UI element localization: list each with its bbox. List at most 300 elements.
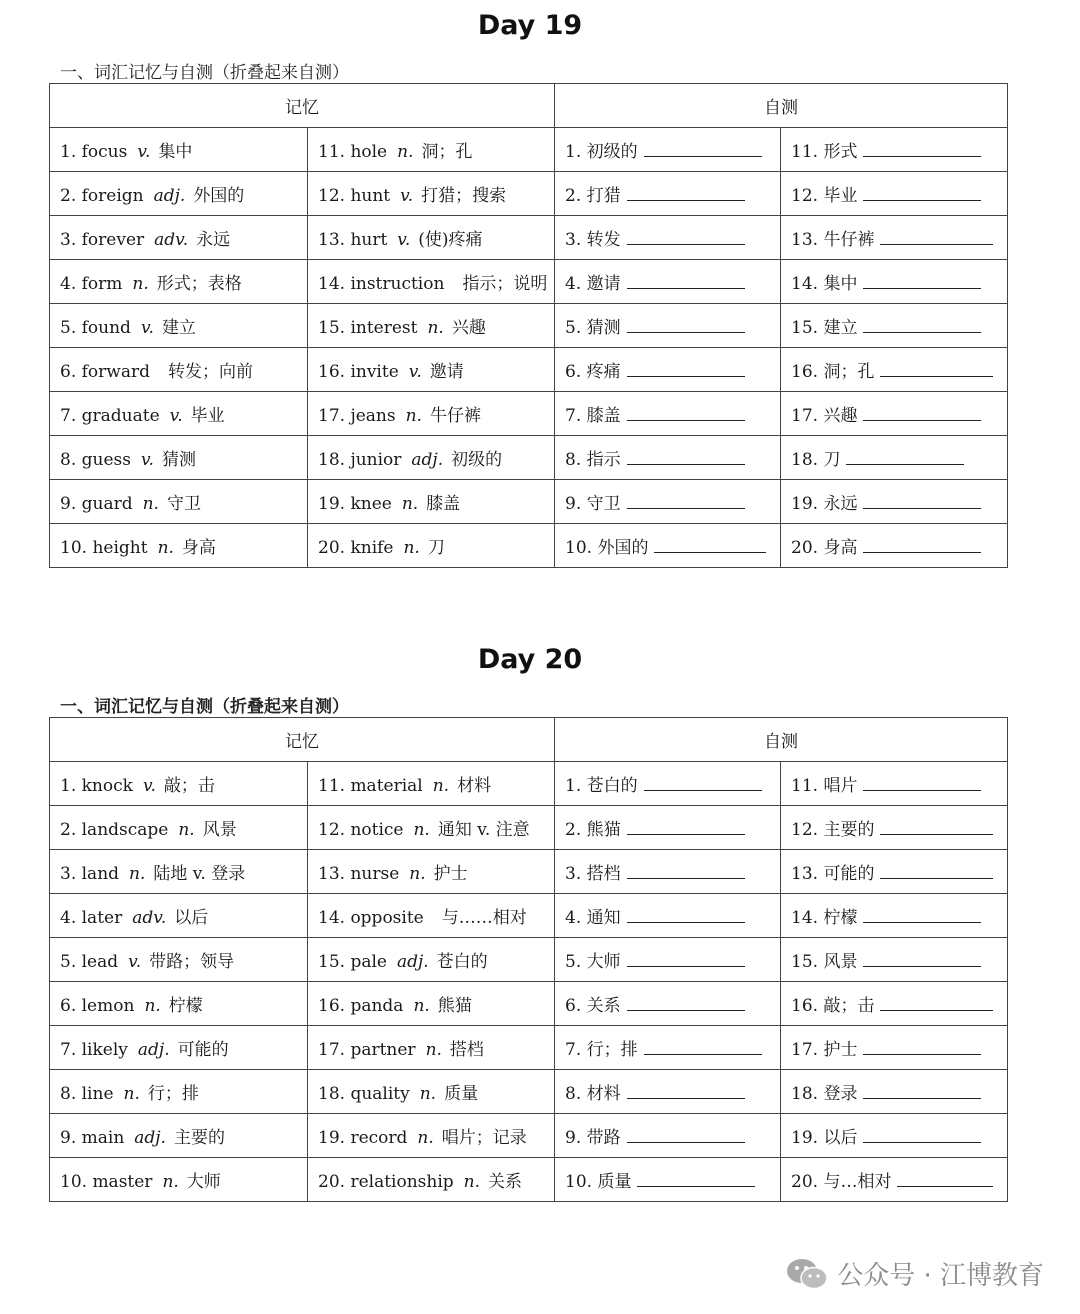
self-test-cell [555, 304, 781, 348]
vocab-meaning: 熊猫 [437, 996, 472, 1016]
part-of-speech: n. [401, 494, 419, 514]
part-of-speech: adj. [411, 450, 444, 470]
part-of-speech: n. [425, 1040, 442, 1060]
memory-cell [308, 304, 555, 348]
answer-blank[interactable] [880, 996, 993, 1011]
self-test-cell [555, 392, 781, 436]
self-test-prompt: 10. 外国的 [565, 538, 649, 558]
part-of-speech: n. [178, 820, 195, 840]
vocab-meaning: 大师 [186, 1172, 221, 1192]
table-row [50, 806, 1008, 850]
vocab-meaning: 猜测 [161, 450, 196, 470]
vocab-meaning: 与……相对 [441, 908, 527, 928]
vocab-word: 12. notice [318, 820, 404, 840]
vocab-meaning: 牛仔裤 [429, 406, 481, 426]
table-row [50, 392, 1008, 436]
self-test-prompt: 2. 熊猫 [565, 820, 621, 840]
self-test-cell [555, 1026, 781, 1070]
vocab-word: 10. height [60, 538, 148, 558]
self-test-prompt: 12. 毕业 [791, 186, 858, 206]
self-test-prompt: 19. 永远 [791, 494, 858, 514]
answer-blank[interactable] [863, 274, 981, 289]
vocab-word: 18. junior [318, 450, 402, 470]
self-test-prompt: 16. 敲；击 [791, 996, 875, 1016]
vocab-meaning: 守卫 [166, 494, 201, 514]
self-test-cell [781, 1070, 1008, 1114]
vocab-meaning: 带路；领导 [149, 952, 235, 972]
memory-cell [308, 850, 555, 894]
memory-cell [308, 938, 555, 982]
part-of-speech: n. [403, 538, 420, 558]
self-test-prompt: 17. 护士 [791, 1040, 858, 1060]
memory-cell [50, 436, 308, 480]
vocab-meaning: 打猎；搜索 [421, 186, 507, 206]
self-test-prompt: 8. 指示 [565, 450, 621, 470]
part-of-speech: n. [144, 996, 161, 1016]
vocab-meaning: 膝盖 [426, 494, 461, 514]
vocab-meaning: 转发；向前 [167, 362, 253, 382]
answer-blank[interactable] [627, 186, 745, 201]
answer-blank[interactable] [863, 318, 981, 333]
part-of-speech: n. [123, 1084, 140, 1104]
memory-cell [308, 1158, 555, 1202]
part-of-speech: n. [162, 1172, 179, 1192]
vocab-meaning: 建立 [161, 318, 196, 338]
vocab-word: 7. likely [60, 1040, 128, 1060]
part-of-speech: n. [397, 142, 414, 162]
part-of-speech: n. [413, 996, 430, 1016]
memory-cell [50, 1070, 308, 1114]
memory-cell [308, 1070, 555, 1114]
self-test-prompt: 7. 膝盖 [565, 406, 621, 426]
part-of-speech: n. [129, 864, 146, 884]
vocab-table-day19 [49, 83, 1008, 568]
self-test-prompt: 13. 可能的 [791, 864, 875, 884]
vocab-word: 16. invite [318, 362, 399, 382]
answer-blank[interactable] [863, 1128, 981, 1143]
vocab-word: 19. knee [318, 494, 392, 514]
self-test-prompt: 5. 大师 [565, 952, 621, 972]
self-test-prompt: 15. 建立 [791, 318, 858, 338]
answer-blank[interactable] [863, 186, 981, 201]
part-of-speech: v. [128, 952, 142, 972]
answer-blank[interactable] [863, 776, 981, 791]
table-row [50, 982, 1008, 1026]
vocab-meaning: 洞；孔 [421, 142, 473, 162]
footer-watermark [785, 1255, 1044, 1292]
table-row [50, 128, 1008, 172]
self-test-cell [781, 304, 1008, 348]
part-of-speech: n. [157, 538, 174, 558]
vocab-word: 20. relationship [318, 1172, 454, 1192]
part-of-speech: v. [137, 142, 151, 162]
self-test-cell [555, 348, 781, 392]
self-test-cell [781, 524, 1008, 568]
memory-cell [50, 938, 308, 982]
part-of-speech: adj. [134, 1128, 166, 1148]
part-of-speech: v. [397, 230, 411, 250]
wechat-icon [785, 1256, 829, 1292]
part-of-speech: adj. [153, 186, 186, 206]
part-of-speech: v. [140, 318, 154, 338]
answer-blank[interactable] [627, 362, 745, 377]
part-of-speech: adv. [154, 230, 189, 250]
table-row [50, 1070, 1008, 1114]
part-of-speech: v. [142, 776, 156, 796]
day-title: Day 19 [477, 10, 583, 41]
self-test-prompt: 9. 带路 [565, 1128, 621, 1148]
answer-blank[interactable] [627, 230, 745, 245]
part-of-speech: adj. [137, 1040, 170, 1060]
self-test-prompt: 3. 转发 [565, 230, 621, 250]
memory-cell [50, 304, 308, 348]
answer-blank[interactable] [863, 538, 981, 553]
answer-blank[interactable] [627, 1084, 745, 1099]
answer-blank[interactable] [863, 908, 981, 923]
part-of-speech: v. [140, 450, 154, 470]
vocab-word: 20. knife [318, 538, 394, 558]
self-test-prompt: 10. 质量 [565, 1172, 632, 1192]
memory-header: 记忆 [50, 84, 555, 128]
vocab-meaning: 主要的 [173, 1128, 225, 1148]
answer-blank[interactable] [880, 362, 993, 377]
vocab-word: 5. found [60, 318, 131, 338]
vocab-meaning: 搭档 [449, 1040, 484, 1060]
vocab-word: 3. land [60, 864, 120, 884]
vocab-word: 11. hole [318, 142, 388, 162]
vocab-meaning: 陆地 v. 登录 [153, 864, 246, 884]
memory-cell [308, 436, 555, 480]
memory-cell [308, 480, 555, 524]
self-test-cell [555, 762, 781, 806]
answer-blank[interactable] [863, 952, 981, 967]
section-title: 一、词汇记忆与自测（折叠起来自测） [60, 63, 349, 83]
self-test-cell [555, 1158, 781, 1202]
vocab-word: 10. master [60, 1172, 153, 1192]
table-row [50, 1026, 1008, 1070]
vocab-word: 9. main [60, 1128, 125, 1148]
vocab-word: 17. partner [318, 1040, 416, 1060]
self-test-cell [555, 480, 781, 524]
part-of-speech: n. [417, 1128, 434, 1148]
self-test-cell [781, 128, 1008, 172]
memory-cell [308, 1026, 555, 1070]
vocab-word: 13. nurse [318, 864, 400, 884]
self-test-prompt: 7. 行；排 [565, 1040, 638, 1060]
self-test-prompt: 9. 守卫 [565, 494, 621, 514]
self-test-cell [555, 436, 781, 480]
memory-cell [308, 172, 555, 216]
memory-cell [50, 128, 308, 172]
self-test-cell [555, 1070, 781, 1114]
self-test-prompt: 5. 猜测 [565, 318, 621, 338]
answer-blank[interactable] [627, 996, 745, 1011]
vocab-meaning: 护士 [433, 864, 468, 884]
memory-header: 记忆 [50, 718, 555, 762]
memory-cell [50, 850, 308, 894]
vocab-meaning: 永远 [196, 230, 231, 250]
memory-cell [50, 1026, 308, 1070]
vocab-meaning: 初级的 [451, 450, 503, 470]
self-test-cell [555, 216, 781, 260]
self-test-prompt: 1. 苍白的 [565, 776, 638, 796]
answer-blank[interactable] [846, 450, 964, 465]
memory-cell [308, 894, 555, 938]
self-test-prompt: 4. 邀请 [565, 274, 621, 294]
vocab-meaning: 以后 [174, 908, 209, 928]
vocab-word: 15. pale [318, 952, 387, 972]
self-test-cell [781, 806, 1008, 850]
vocab-meaning: 刀 [427, 538, 445, 558]
answer-blank[interactable] [644, 142, 762, 157]
vocab-word: 4. later [60, 908, 123, 928]
vocab-meaning: 关系 [488, 1172, 523, 1192]
table-row [50, 348, 1008, 392]
self-test-prompt: 11. 形式 [791, 142, 858, 162]
answer-blank[interactable] [627, 318, 745, 333]
vocab-meaning: 邀请 [429, 362, 464, 382]
answer-blank[interactable] [863, 1084, 981, 1099]
answer-blank[interactable] [627, 908, 745, 923]
answer-blank[interactable] [897, 1172, 993, 1187]
self-test-prompt: 14. 柠檬 [791, 908, 858, 928]
self-test-cell [781, 1158, 1008, 1202]
self-test-prompt: 20. 身高 [791, 538, 858, 558]
vocab-word: 14. instruction [318, 274, 445, 294]
table-row [50, 216, 1008, 260]
self-test-cell [781, 1114, 1008, 1158]
answer-blank[interactable] [644, 1040, 762, 1055]
vocab-meaning: 质量 [444, 1084, 479, 1104]
vocab-meaning: 材料 [457, 776, 492, 796]
self-test-cell [781, 982, 1008, 1026]
table-row [50, 304, 1008, 348]
memory-cell [50, 982, 308, 1026]
memory-cell [50, 216, 308, 260]
answer-blank[interactable] [863, 1040, 981, 1055]
self-test-prompt: 19. 以后 [791, 1128, 858, 1148]
vocab-meaning: 可能的 [177, 1040, 229, 1060]
self-test-cell [781, 894, 1008, 938]
memory-cell [50, 1158, 308, 1202]
table-row [50, 894, 1008, 938]
section-title: 一、词汇记忆与自测（折叠起来自测） [60, 697, 349, 717]
table-row [50, 1114, 1008, 1158]
answer-blank[interactable] [880, 864, 993, 879]
part-of-speech: n. [132, 274, 149, 294]
memory-cell [308, 348, 555, 392]
self-test-prompt: 13. 牛仔裤 [791, 230, 875, 250]
self-test-cell [781, 348, 1008, 392]
vocab-meaning: 唱片；记录 [441, 1128, 527, 1148]
memory-cell [50, 172, 308, 216]
vocab-meaning: 敲；击 [163, 776, 215, 796]
answer-blank[interactable] [627, 864, 745, 879]
vocab-meaning: 苍白的 [436, 952, 488, 972]
vocab-word: 1. knock [60, 776, 133, 796]
self-test-prompt: 4. 通知 [565, 908, 621, 928]
self-test-cell [555, 172, 781, 216]
vocab-word: 1. focus [60, 142, 128, 162]
self-test-cell [781, 762, 1008, 806]
part-of-speech: v. [408, 362, 422, 382]
vocab-meaning: (使)疼痛 [418, 230, 483, 250]
memory-cell [308, 806, 555, 850]
answer-blank[interactable] [627, 494, 745, 509]
vocab-meaning: 集中 [158, 142, 193, 162]
self-test-cell [555, 524, 781, 568]
self-test-prompt: 2. 打猎 [565, 186, 621, 206]
self-test-prompt: 8. 材料 [565, 1084, 621, 1104]
vocab-word: 12. hunt [318, 186, 391, 206]
self-test-prompt: 18. 刀 [791, 450, 841, 470]
self-test-cell [781, 436, 1008, 480]
day-title: Day 20 [477, 644, 583, 675]
answer-blank[interactable] [863, 406, 981, 421]
table-row [50, 172, 1008, 216]
self-test-cell [555, 850, 781, 894]
answer-blank[interactable] [880, 820, 993, 835]
memory-cell [50, 260, 308, 304]
table-row [50, 480, 1008, 524]
vocab-meaning: 风景 [202, 820, 237, 840]
vocab-meaning: 通知 v. 注意 [437, 820, 530, 840]
self-test-cell [781, 172, 1008, 216]
self-test-cell [555, 982, 781, 1026]
part-of-speech: n. [142, 494, 159, 514]
vocab-word: 4. form [60, 274, 123, 294]
self-test-prompt: 17. 兴趣 [791, 406, 858, 426]
vocab-word: 6. lemon [60, 996, 135, 1016]
vocab-meaning: 形式；表格 [156, 274, 242, 294]
self-test-cell [555, 806, 781, 850]
self-test-prompt: 15. 风景 [791, 952, 858, 972]
memory-cell [50, 762, 308, 806]
vocab-table-day20 [49, 717, 1008, 1202]
table-row [50, 762, 1008, 806]
self-test-cell [555, 128, 781, 172]
vocab-word: 3. forever [60, 230, 145, 250]
vocab-word: 17. jeans [318, 406, 396, 426]
self-test-prompt: 20. 与…相对 [791, 1172, 892, 1192]
memory-cell [50, 1114, 308, 1158]
vocab-word: 15. interest [318, 318, 418, 338]
part-of-speech: v. [400, 186, 414, 206]
table-row [50, 436, 1008, 480]
self-test-cell [555, 894, 781, 938]
vocab-word: 16. panda [318, 996, 404, 1016]
vocab-word: 6. forward [60, 362, 150, 382]
vocab-word: 8. line [60, 1084, 114, 1104]
answer-blank[interactable] [627, 406, 745, 421]
answer-blank[interactable] [627, 274, 745, 289]
self-test-prompt: 16. 洞；孔 [791, 362, 875, 382]
self-test-cell [781, 850, 1008, 894]
part-of-speech: n. [463, 1172, 481, 1192]
self-test-cell [781, 260, 1008, 304]
part-of-speech: n. [405, 406, 422, 426]
vocab-meaning: 指示；说明 [462, 274, 548, 294]
answer-blank[interactable] [863, 142, 981, 157]
answer-blank[interactable] [637, 1172, 755, 1187]
answer-blank[interactable] [627, 1128, 745, 1143]
memory-cell [50, 392, 308, 436]
memory-cell [308, 392, 555, 436]
table-row [50, 260, 1008, 304]
part-of-speech: n. [432, 776, 450, 796]
self-test-header: 自测 [555, 84, 1008, 128]
self-test-cell [555, 1114, 781, 1158]
self-test-prompt: 6. 关系 [565, 996, 621, 1016]
part-of-speech: adv. [132, 908, 167, 928]
table-row [50, 938, 1008, 982]
self-test-prompt: 14. 集中 [791, 274, 858, 294]
self-test-cell [781, 480, 1008, 524]
memory-cell [308, 216, 555, 260]
self-test-prompt: 11. 唱片 [791, 776, 858, 796]
memory-cell [308, 762, 555, 806]
vocab-meaning: 身高 [181, 538, 216, 558]
vocab-meaning: 外国的 [193, 186, 245, 206]
table-row [50, 850, 1008, 894]
footer-text: 公众号 · 江博教育 [837, 1261, 1044, 1291]
self-test-cell [781, 938, 1008, 982]
self-test-cell [781, 1026, 1008, 1070]
self-test-prompt: 6. 疼痛 [565, 362, 621, 382]
vocab-meaning: 毕业 [190, 406, 225, 426]
self-test-cell [781, 392, 1008, 436]
answer-blank[interactable] [863, 494, 981, 509]
self-test-cell [781, 216, 1008, 260]
answer-blank[interactable] [627, 450, 745, 465]
vocab-word: 14. opposite [318, 908, 424, 928]
memory-cell [308, 1114, 555, 1158]
vocab-word: 2. landscape [60, 820, 169, 840]
memory-cell [308, 260, 555, 304]
self-test-prompt: 12. 主要的 [791, 820, 875, 840]
answer-blank[interactable] [880, 230, 993, 245]
part-of-speech: v. [169, 406, 183, 426]
vocab-word: 2. foreign [60, 186, 144, 206]
memory-cell [50, 524, 308, 568]
answer-blank[interactable] [654, 538, 766, 553]
vocab-word: 9. guard [60, 494, 133, 514]
table-row [50, 1158, 1008, 1202]
vocab-meaning: 行；排 [147, 1084, 199, 1104]
answer-blank[interactable] [627, 952, 745, 967]
memory-cell [308, 982, 555, 1026]
vocab-word: 19. record [318, 1128, 408, 1148]
memory-cell [50, 894, 308, 938]
answer-blank[interactable] [627, 820, 745, 835]
answer-blank[interactable] [644, 776, 762, 791]
self-test-prompt: 18. 登录 [791, 1084, 858, 1104]
self-test-cell [555, 260, 781, 304]
vocab-word: 5. lead [60, 952, 119, 972]
memory-cell [50, 348, 308, 392]
vocab-word: 7. graduate [60, 406, 160, 426]
vocab-word: 18. quality [318, 1084, 410, 1104]
part-of-speech: n. [413, 820, 430, 840]
self-test-prompt: 1. 初级的 [565, 142, 638, 162]
part-of-speech: adj. [396, 952, 429, 972]
memory-cell [50, 806, 308, 850]
memory-cell [50, 480, 308, 524]
self-test-cell [555, 938, 781, 982]
vocab-meaning: 兴趣 [451, 318, 486, 338]
self-test-header: 自测 [555, 718, 1008, 762]
vocab-word: 13. hurt [318, 230, 388, 250]
